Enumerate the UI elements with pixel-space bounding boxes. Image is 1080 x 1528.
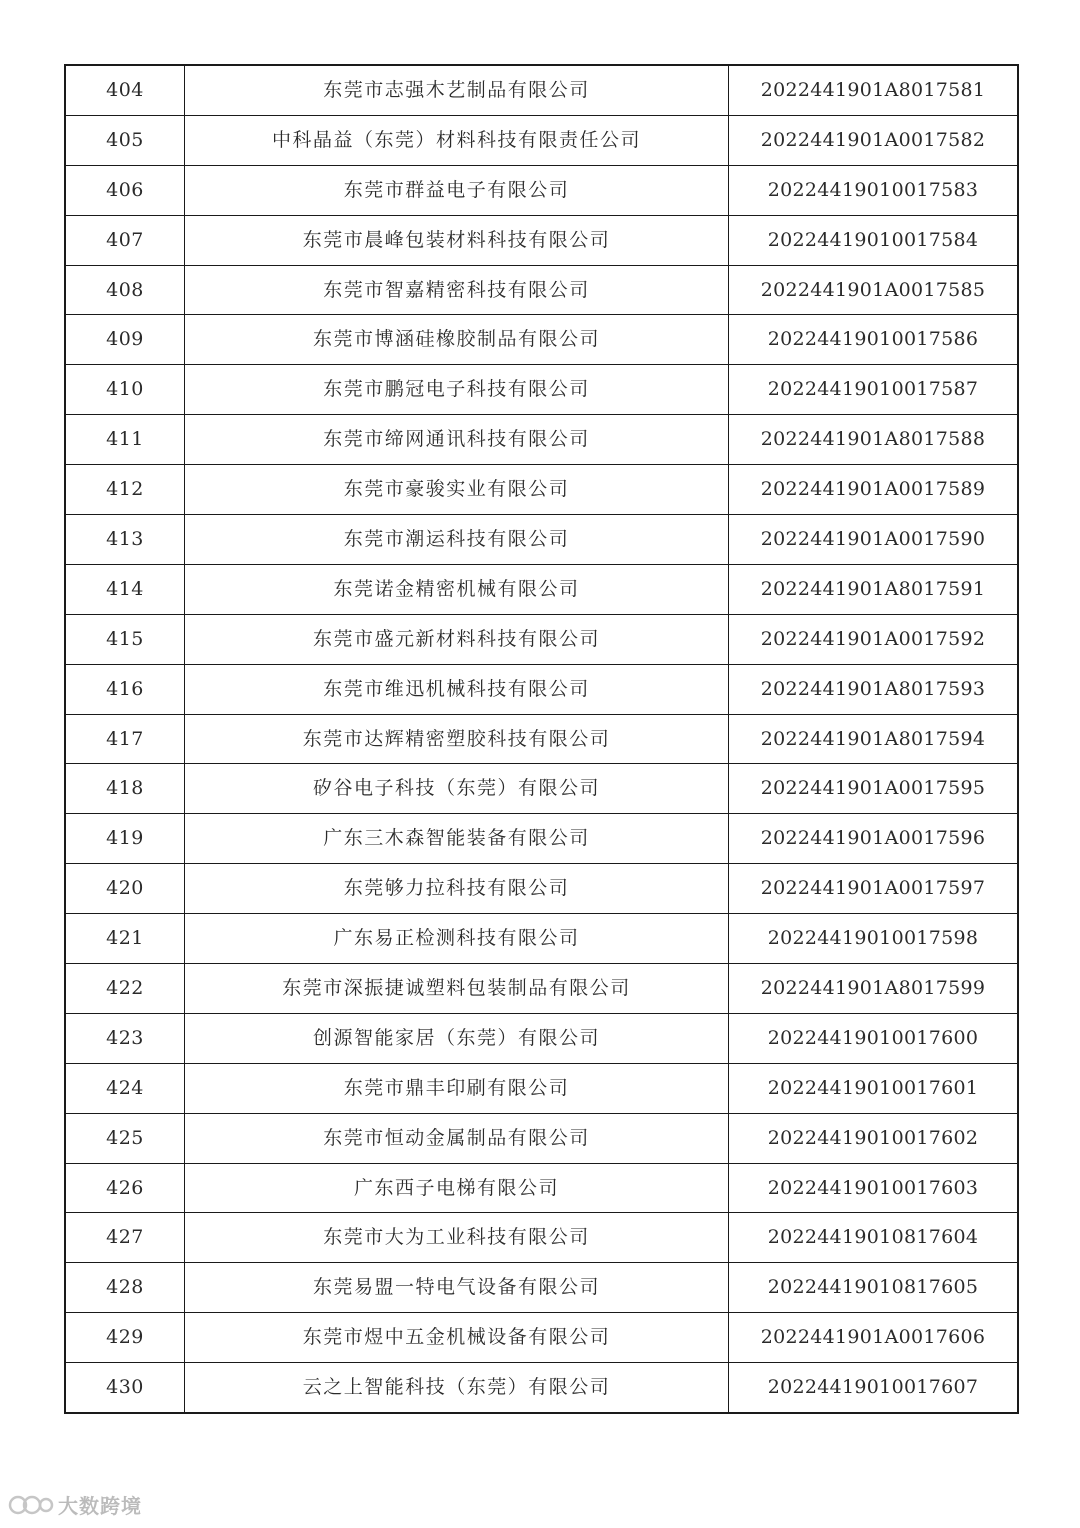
table-row (65, 1263, 1018, 1313)
row-number-cell: 428 (65, 1263, 185, 1313)
row-number-cell: 419 (65, 814, 185, 864)
company-name-cell: 中科晶益（东莞）材料科技有限责任公司 (185, 115, 729, 165)
row-number-cell: 414 (65, 564, 185, 614)
table-row (65, 1013, 1018, 1063)
table-row (65, 215, 1018, 265)
company-name-cell: 东莞市盛元新材料科技有限公司 (185, 614, 729, 664)
company-name-cell: 东莞够力拉科技有限公司 (185, 864, 729, 914)
row-number-cell: 416 (65, 664, 185, 714)
table-row (65, 315, 1018, 365)
company-registry-table (64, 64, 1019, 1414)
company-name-cell: 东莞易盟一特电气设备有限公司 (185, 1263, 729, 1313)
table-row (65, 664, 1018, 714)
row-number-cell: 415 (65, 614, 185, 664)
company-name-cell: 东莞市缔网通讯科技有限公司 (185, 415, 729, 465)
row-number-cell: 406 (65, 165, 185, 215)
table-row (65, 814, 1018, 864)
row-number-cell: 413 (65, 515, 185, 565)
registration-code-cell: 20224419010017600 (729, 1013, 1019, 1063)
company-name-cell: 东莞市恒动金属制品有限公司 (185, 1113, 729, 1163)
table-row (65, 964, 1018, 1014)
registration-code-cell: 20224419010017586 (729, 315, 1019, 365)
row-number-cell: 418 (65, 764, 185, 814)
table-row (65, 1063, 1018, 1113)
row-number-cell: 427 (65, 1213, 185, 1263)
row-number-cell: 426 (65, 1163, 185, 1213)
row-number-cell: 421 (65, 914, 185, 964)
registration-code-cell: 20224419010017584 (729, 215, 1019, 265)
row-number-cell: 430 (65, 1363, 185, 1413)
table-row (65, 1363, 1018, 1413)
company-name-cell: 东莞市维迅机械科技有限公司 (185, 664, 729, 714)
registration-code-cell: 2022441901A0017589 (729, 465, 1019, 515)
row-number-cell: 405 (65, 115, 185, 165)
row-number-cell: 412 (65, 465, 185, 515)
table-body (65, 65, 1018, 1413)
row-number-cell: 424 (65, 1063, 185, 1113)
brand-logo-icon (8, 1492, 54, 1518)
company-name-cell: 东莞市群益电子有限公司 (185, 165, 729, 215)
registration-code-cell: 20224419010017598 (729, 914, 1019, 964)
registration-code-cell: 20224419010017603 (729, 1163, 1019, 1213)
row-number-cell: 423 (65, 1013, 185, 1063)
table-row (65, 1113, 1018, 1163)
company-name-cell: 东莞市智嘉精密科技有限公司 (185, 265, 729, 315)
registration-code-cell: 2022441901A8017581 (729, 65, 1019, 115)
registration-code-cell: 20224419010017607 (729, 1363, 1019, 1413)
company-name-cell: 东莞市博涵硅橡胶制品有限公司 (185, 315, 729, 365)
row-number-cell: 420 (65, 864, 185, 914)
registration-code-cell: 20224419010017602 (729, 1113, 1019, 1163)
registration-code-cell: 2022441901A0017582 (729, 115, 1019, 165)
company-name-cell: 东莞市晨峰包装材料科技有限公司 (185, 215, 729, 265)
company-name-cell: 东莞市大为工业科技有限公司 (185, 1213, 729, 1263)
registration-code-cell: 20224419010817604 (729, 1213, 1019, 1263)
company-name-cell: 东莞市煜中五金机械设备有限公司 (185, 1313, 729, 1363)
registration-code-cell: 2022441901A0017585 (729, 265, 1019, 315)
row-number-cell: 409 (65, 315, 185, 365)
company-name-cell: 东莞市志强木艺制品有限公司 (185, 65, 729, 115)
table-row (65, 65, 1018, 115)
registration-code-cell: 2022441901A8017593 (729, 664, 1019, 714)
table-row (65, 365, 1018, 415)
row-number-cell: 404 (65, 65, 185, 115)
company-name-cell: 东莞市鼎丰印刷有限公司 (185, 1063, 729, 1113)
company-name-cell: 矽谷电子科技（东莞）有限公司 (185, 764, 729, 814)
row-number-cell: 410 (65, 365, 185, 415)
table-row (65, 165, 1018, 215)
registration-code-cell: 2022441901A0017597 (729, 864, 1019, 914)
row-number-cell: 408 (65, 265, 185, 315)
registration-code-cell: 2022441901A0017592 (729, 614, 1019, 664)
registration-code-cell: 2022441901A0017606 (729, 1313, 1019, 1363)
registration-code-cell: 2022441901A8017588 (729, 415, 1019, 465)
table-row (65, 1163, 1018, 1213)
registration-code-cell: 2022441901A0017596 (729, 814, 1019, 864)
table-row (65, 864, 1018, 914)
company-name-cell: 东莞市潮运科技有限公司 (185, 515, 729, 565)
company-name-cell: 广东三木森智能装备有限公司 (185, 814, 729, 864)
registration-code-cell: 2022441901A8017599 (729, 964, 1019, 1014)
table-row (65, 115, 1018, 165)
table-row (65, 265, 1018, 315)
registration-code-cell: 2022441901A0017590 (729, 515, 1019, 565)
table-row (65, 465, 1018, 515)
company-name-cell: 云之上智能科技（东莞）有限公司 (185, 1363, 729, 1413)
company-name-cell: 东莞市深振捷诚塑料包装制品有限公司 (185, 964, 729, 1014)
row-number-cell: 407 (65, 215, 185, 265)
row-number-cell: 425 (65, 1113, 185, 1163)
company-name-cell: 东莞市鹏冠电子科技有限公司 (185, 365, 729, 415)
company-name-cell: 东莞诺金精密机械有限公司 (185, 564, 729, 614)
table-row (65, 1213, 1018, 1263)
watermark (8, 1490, 142, 1519)
watermark-text: 大数跨境 (58, 1494, 142, 1518)
table-row (65, 914, 1018, 964)
company-name-cell: 广东西子电梯有限公司 (185, 1163, 729, 1213)
row-number-cell: 411 (65, 415, 185, 465)
table-row (65, 714, 1018, 764)
registration-code-cell: 20224419010017583 (729, 165, 1019, 215)
registration-code-cell: 20224419010017601 (729, 1063, 1019, 1113)
registration-code-cell: 2022441901A8017591 (729, 564, 1019, 614)
row-number-cell: 429 (65, 1313, 185, 1363)
table-row (65, 564, 1018, 614)
row-number-cell: 417 (65, 714, 185, 764)
registration-code-cell: 20224419010017587 (729, 365, 1019, 415)
registration-code-cell: 2022441901A8017594 (729, 714, 1019, 764)
table-row (65, 1313, 1018, 1363)
registration-code-cell: 20224419010817605 (729, 1263, 1019, 1313)
registration-code-cell: 2022441901A0017595 (729, 764, 1019, 814)
table-row (65, 415, 1018, 465)
company-name-cell: 东莞市豪骏实业有限公司 (185, 465, 729, 515)
table-row (65, 614, 1018, 664)
row-number-cell: 422 (65, 964, 185, 1014)
company-name-cell: 东莞市达辉精密塑胶科技有限公司 (185, 714, 729, 764)
table-row (65, 515, 1018, 565)
table-row (65, 764, 1018, 814)
company-name-cell: 创源智能家居（东莞）有限公司 (185, 1013, 729, 1063)
company-name-cell: 广东易正检测科技有限公司 (185, 914, 729, 964)
